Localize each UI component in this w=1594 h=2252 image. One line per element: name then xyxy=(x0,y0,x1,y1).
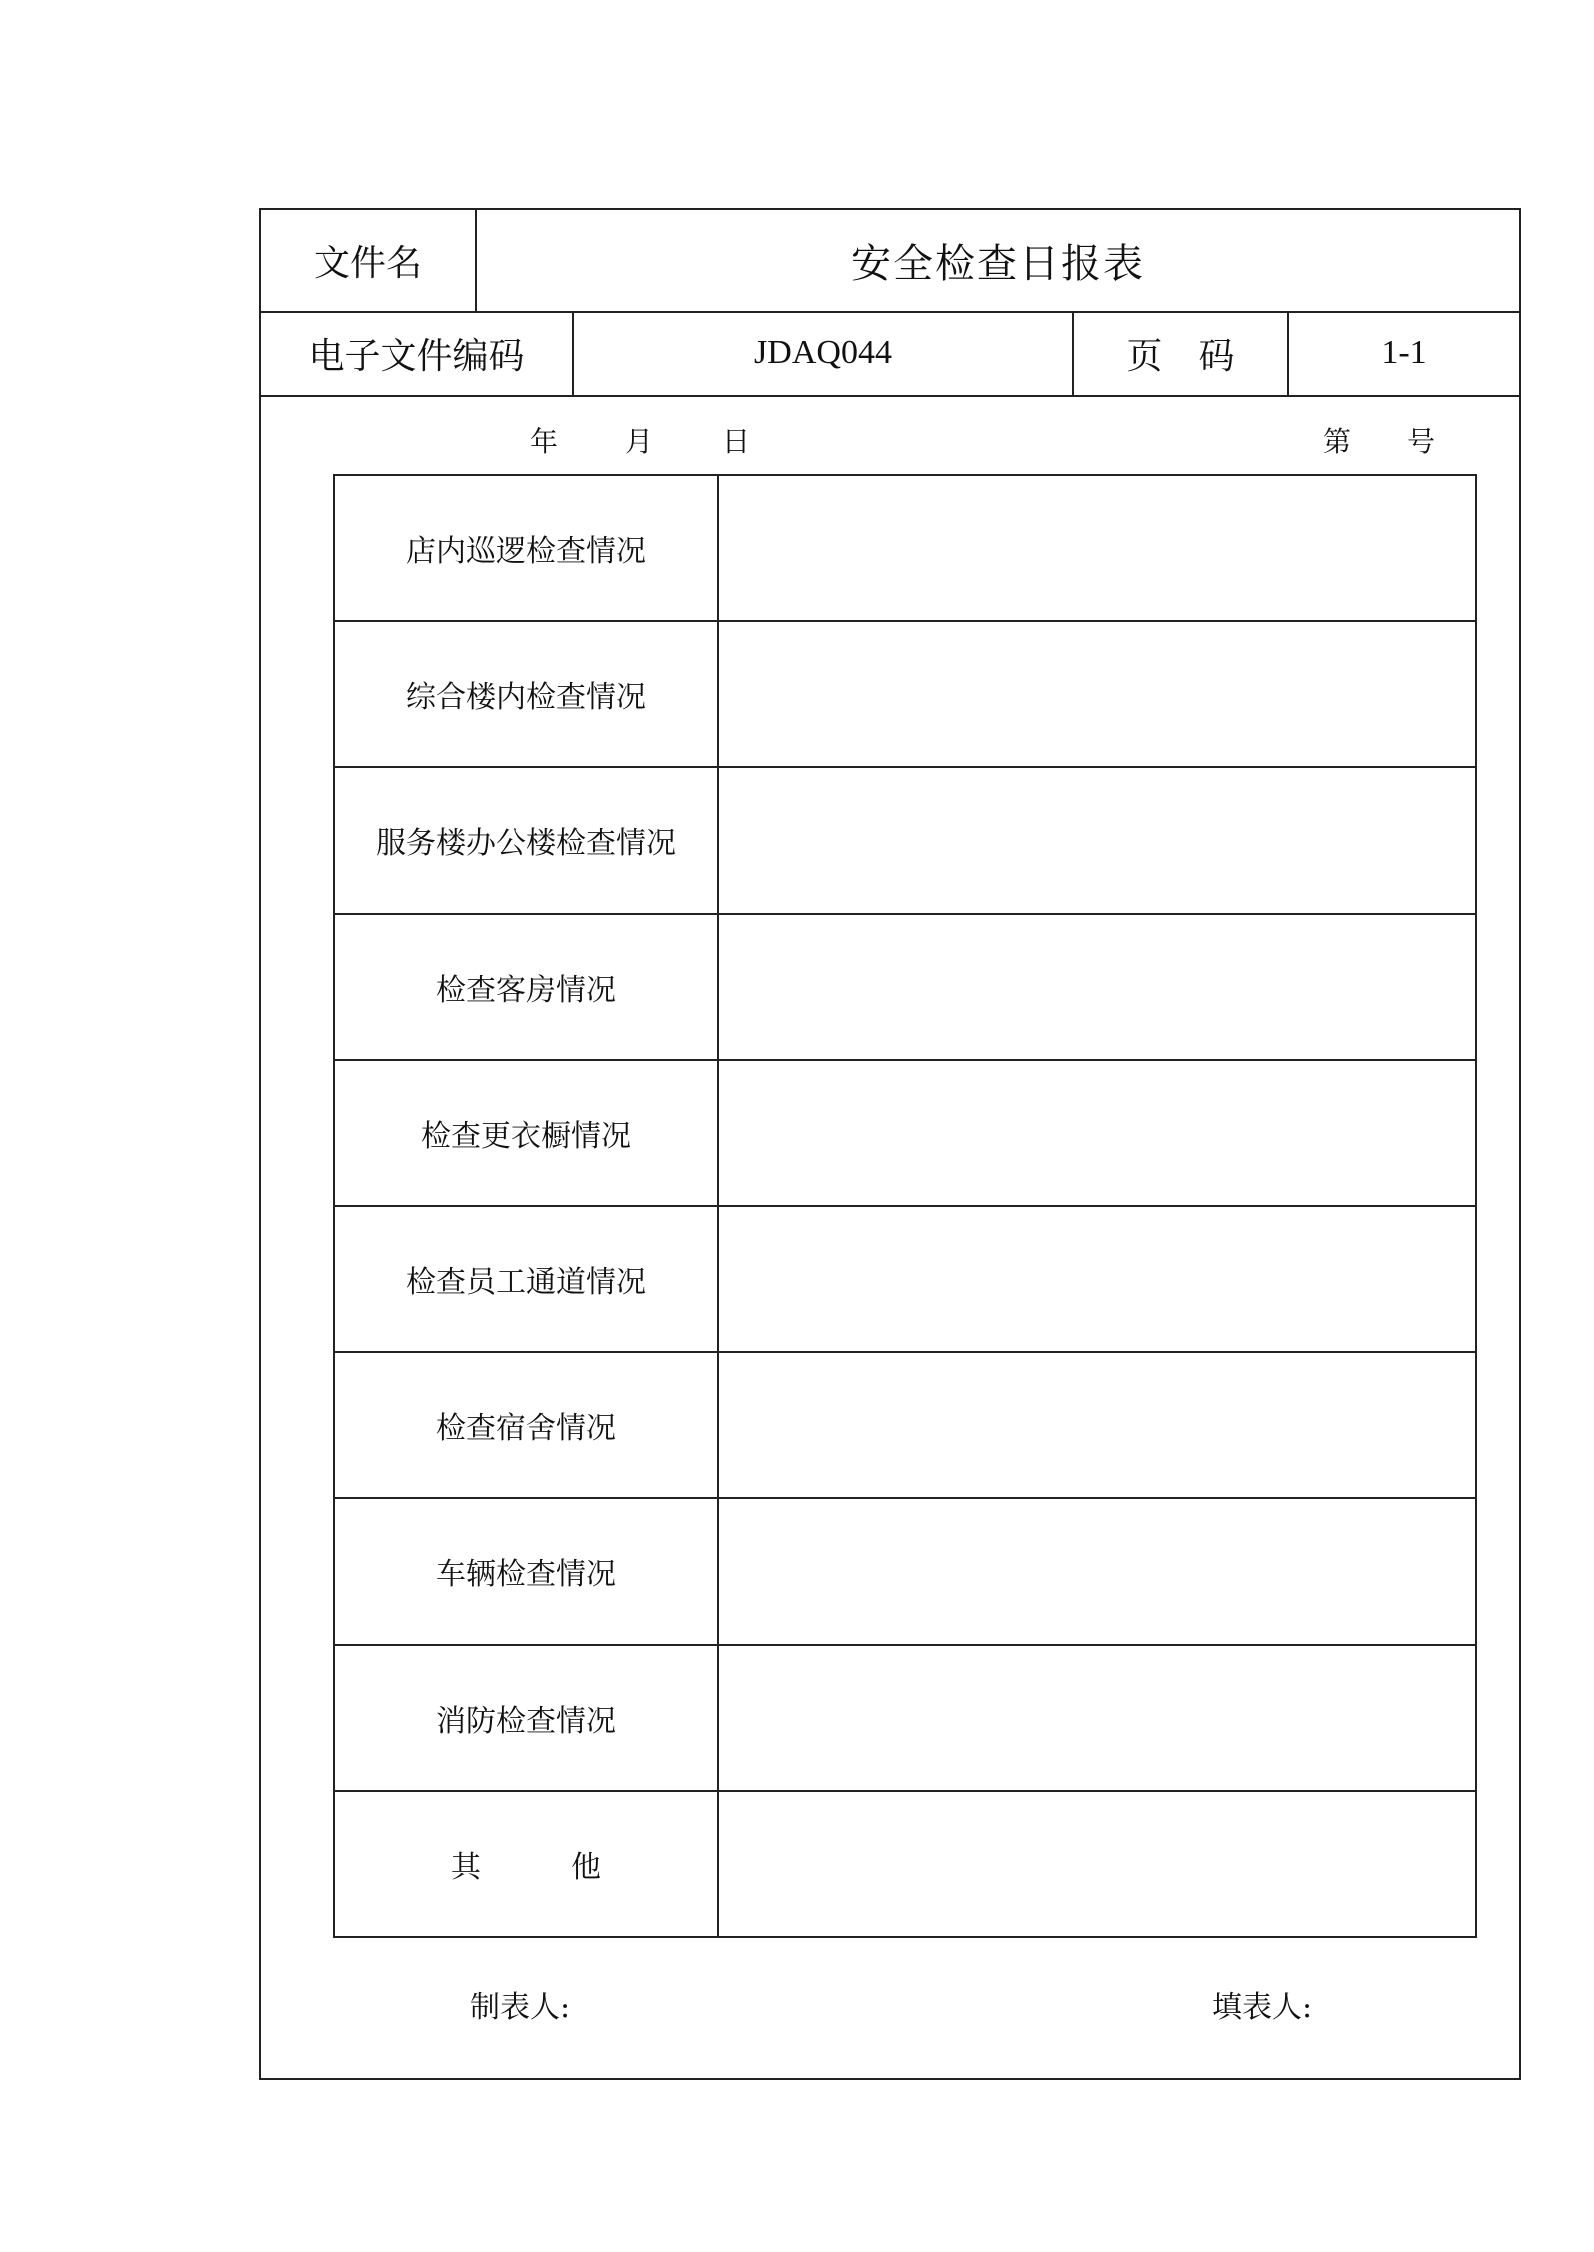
date-year-label: 年 xyxy=(530,425,559,458)
table-row xyxy=(334,914,1476,1060)
code-label: 电子文件编码 xyxy=(261,311,574,395)
document-title: 安全检查日报表 xyxy=(851,241,1145,287)
row-label: 检查客房情况 xyxy=(334,914,718,1060)
maker-label: 制表人: xyxy=(470,1990,571,2025)
page-label: 页 码 xyxy=(1074,311,1289,395)
row-label: 其 他 xyxy=(334,1791,718,1937)
table-row xyxy=(334,621,1476,767)
row-value[interactable] xyxy=(718,767,1476,913)
table-row xyxy=(334,1352,1476,1498)
date-day-label: 日 xyxy=(722,425,751,458)
row-label: 店内巡逻检查情况 xyxy=(334,475,718,621)
row-label: 车辆检查情况 xyxy=(334,1498,718,1644)
filler-label: 填表人: xyxy=(1212,1990,1313,2025)
row-value[interactable] xyxy=(718,1791,1476,1937)
row-label: 服务楼办公楼检查情况 xyxy=(334,767,718,913)
header-row-title xyxy=(261,210,1519,313)
header-row-code xyxy=(261,311,1519,397)
row-value[interactable] xyxy=(718,1206,1476,1352)
report-number-label: 第 号 xyxy=(1323,425,1436,458)
row-label: 检查更衣橱情况 xyxy=(334,1060,718,1206)
table-row xyxy=(334,1206,1476,1352)
row-label: 综合楼内检查情况 xyxy=(334,621,718,767)
table-row xyxy=(334,1791,1476,1937)
row-value[interactable] xyxy=(718,1352,1476,1498)
row-label: 消防检查情况 xyxy=(334,1645,718,1791)
table-row xyxy=(334,475,1476,621)
row-value[interactable] xyxy=(718,621,1476,767)
inspection-table xyxy=(333,474,1477,1938)
page-value: 1-1 xyxy=(1381,334,1427,371)
code-value: JDAQ044 xyxy=(574,311,1074,395)
table-row xyxy=(334,1498,1476,1644)
table-row xyxy=(334,1060,1476,1206)
row-value[interactable] xyxy=(718,475,1476,621)
file-name-label: 文件名 xyxy=(261,210,477,311)
row-label: 检查员工通道情况 xyxy=(334,1206,718,1352)
row-label: 检查宿舍情况 xyxy=(334,1352,718,1498)
row-value[interactable] xyxy=(718,1060,1476,1206)
date-month-label: 月 xyxy=(625,425,654,458)
row-value[interactable] xyxy=(718,1645,1476,1791)
table-row xyxy=(334,767,1476,913)
row-value[interactable] xyxy=(718,1498,1476,1644)
table-row xyxy=(334,1645,1476,1791)
row-value[interactable] xyxy=(718,914,1476,1060)
